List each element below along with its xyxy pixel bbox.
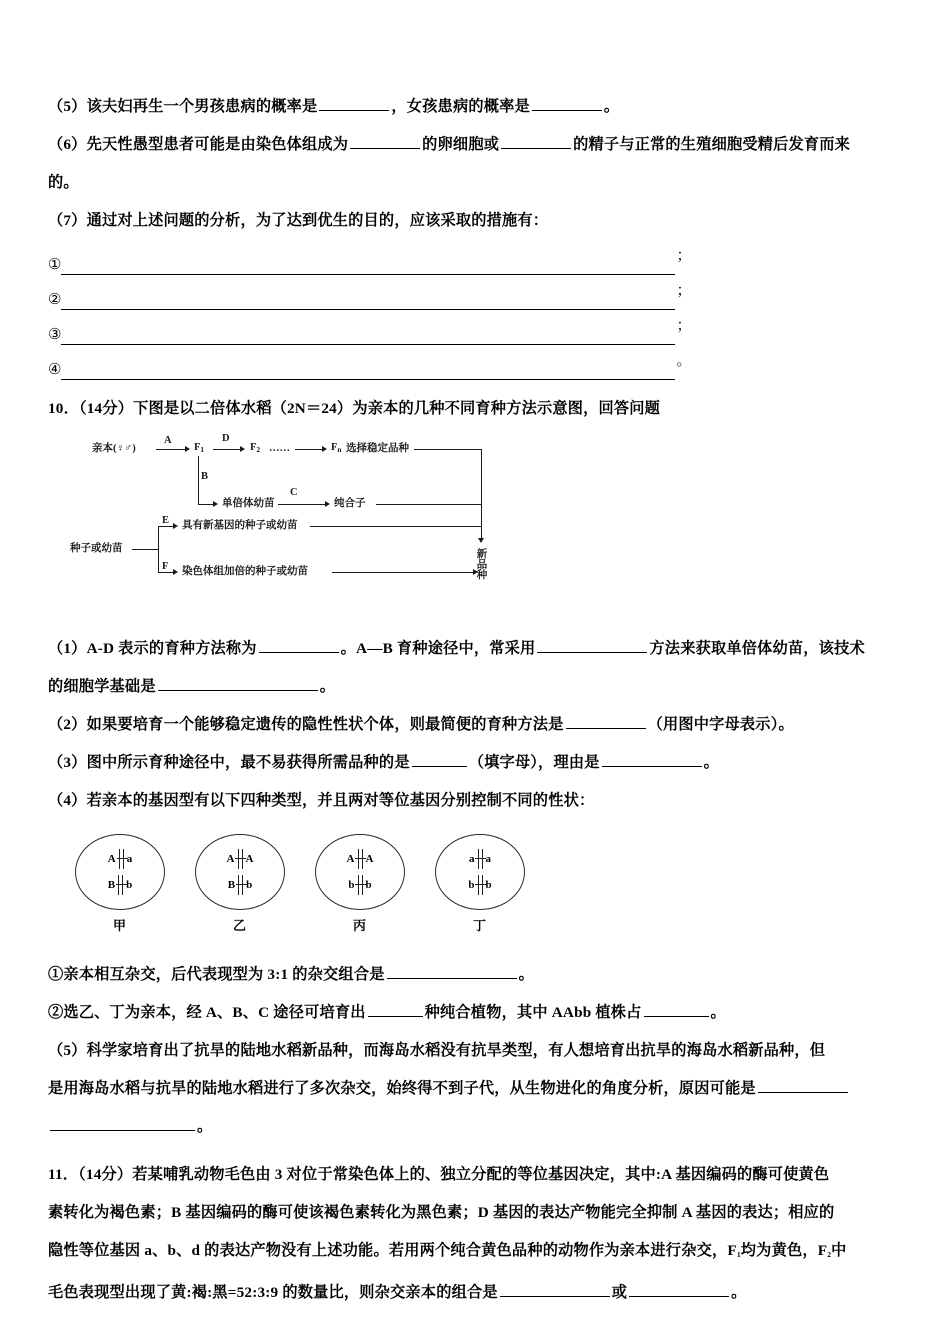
allele-label: a: [485, 852, 491, 865]
line-terminator: ；: [676, 248, 692, 264]
q9-item5-text-a: （5）该夫妇再生一个男孩患病的概率是: [48, 98, 318, 115]
answer-blank[interactable]: [61, 260, 675, 275]
q11-line3-text-c: 中: [831, 1242, 847, 1259]
genotype-cell-diagram: [195, 834, 285, 910]
q9-item6-text-d: 的。: [48, 174, 79, 191]
allele-label: a: [126, 852, 133, 865]
q10-item2-text-a: （2）如果要培育一个能够稳定遗传的隐性性状个体，则最简便的育种方法是: [48, 716, 564, 733]
question-10-item-2: [48, 706, 910, 744]
genotype-cell-name: 乙: [232, 918, 247, 933]
diagram-arrowhead-b: [213, 501, 218, 507]
allele-label: b: [468, 878, 475, 891]
q10-item4-sub2-text-a: ②选乙、丁为亲本，经 A、B、C 途径可培育出: [48, 1004, 366, 1021]
diagram-haploid-seedling-label: 单倍体幼苗: [222, 498, 275, 509]
allele-label: b: [348, 878, 355, 891]
diagram-f1-label: $F_1$: [194, 442, 205, 454]
genotype-cell-diagram: [315, 834, 405, 910]
question-10-item-5-cont: [48, 1070, 910, 1108]
chromosome-pair-row-top: [196, 849, 284, 869]
genotype-cell-wrapper: [434, 834, 526, 934]
chromosome-icon: [478, 875, 479, 895]
diagram-step-f-label: F: [162, 561, 169, 572]
question-10-item-5: [48, 1032, 910, 1070]
q10-item3-text-b: （填字母），理由是: [468, 754, 600, 771]
q11-line2-text: 素转化为褐色素；B 基因编码的酶可使该褐色素转化为黑色素；D 基因的表达产物能完全抑制 A 基因的表达；相应的: [48, 1204, 835, 1221]
q9-item6-text-c: 的精子与正常的生殖细胞受精后发育而来: [573, 136, 851, 153]
chromosome-icon: [119, 849, 120, 869]
q9-item6-text-b: 的卵细胞或: [422, 136, 500, 153]
diagram-ellipsis: ……: [269, 443, 290, 454]
answer-blank[interactable]: [602, 751, 702, 767]
genotype-cell-diagram: [435, 834, 525, 910]
q9-item5-text-c: 。: [603, 98, 620, 115]
diagram-seed-seedling-label: 种子或幼苗: [70, 543, 123, 554]
breeding-methods-diagram: [70, 433, 500, 616]
genotype-cell-group: [74, 834, 910, 934]
q9-item6-text-a: （6）先天性愚型患者可能是由染色体组成为: [48, 136, 349, 153]
q11-line1-text: 11．（14分）若某哺乳动物毛色由 3 对位于常染色体上的、独立分配的等位基因决定，其中:A 基因编码的酶可使黄色: [48, 1166, 830, 1183]
question-9-item-7: [48, 202, 910, 240]
diagram-arrowhead-f: [173, 569, 178, 575]
diagram-new-variety-label: 新品种: [475, 548, 487, 580]
diagram-connector-f: [332, 572, 474, 573]
chromosome-pair-row-bottom: [436, 875, 524, 895]
chromosome-icon: [118, 875, 119, 895]
chromosome-pair-row-top: [436, 849, 524, 869]
diagram-arrowhead-a: [185, 446, 190, 452]
answer-line-row-2: [48, 275, 910, 310]
allele-label: A: [365, 852, 374, 865]
list-marker: ①: [48, 257, 62, 273]
diagram-seed-stem: [132, 549, 158, 550]
q10-item4-sub2-text-b: 种纯合植物，其中 AAbb 植株占: [424, 1004, 642, 1021]
diagram-arrowhead-d: [240, 446, 245, 452]
q9-item5-text-b: ，女孩患病的概率是: [391, 98, 530, 115]
q10-item4-sub1-text-a: ①亲本相互杂交，后代表现型为 3:1 的杂交组合是: [48, 966, 385, 983]
answer-line-row-3: [48, 310, 910, 345]
answer-blank[interactable]: [61, 295, 675, 310]
answer-blank[interactable]: [61, 330, 675, 345]
diagram-arrow-line-d: [213, 449, 241, 450]
question-9-item-5: [48, 88, 910, 126]
q10-item3-text-a: （3）图中所示育种途径中，最不易获得所需品种的是: [48, 754, 410, 771]
genotype-cell-wrapper: [74, 834, 166, 934]
q10-item5-text-c: 。: [197, 1118, 213, 1135]
question-10-item-3: [48, 744, 910, 782]
genotype-cell-name: 丙: [352, 918, 367, 933]
q10-item1-text-e: 。: [319, 678, 336, 695]
q11-line3-text-b: 均为黄色，F: [740, 1242, 828, 1259]
chromosome-pair-row-bottom: [316, 875, 404, 895]
answer-blank[interactable]: [350, 133, 420, 149]
chromosome-icon: [238, 849, 239, 869]
answer-line-row-1: [48, 240, 910, 275]
diagram-connector-e: [310, 526, 482, 527]
allele-label: A: [107, 852, 116, 865]
q10-item4-sub1-text-b: 。: [518, 966, 534, 983]
allele-label: B: [227, 878, 236, 891]
q9-item7-text: （7）通过对上述问题的分析，为了达到优生的目的，应该采取的措施有：: [48, 212, 549, 229]
q10-item4-sub2-text-c: 。: [710, 1004, 726, 1021]
diagram-f2-label: $F_2$: [250, 442, 261, 454]
chromosome-icon: [482, 875, 483, 895]
chromosome-icon: [242, 849, 243, 869]
answer-blank[interactable]: [500, 1281, 610, 1297]
chromosome-icon: [123, 849, 124, 869]
line-terminator: ；: [676, 318, 692, 334]
answer-blank[interactable]: [501, 133, 571, 149]
diagram-arrow-line-c: [278, 504, 326, 505]
diagram-seed-split-vertical: [158, 526, 159, 572]
answer-blank[interactable]: [61, 365, 675, 380]
question-10-item-4: [48, 782, 910, 820]
diagram-step-d-label: D: [222, 433, 230, 444]
chromosome-icon: [478, 849, 479, 869]
q10-item1-text-d: 的细胞学基础是: [48, 678, 156, 695]
genotype-cell-wrapper: [314, 834, 406, 934]
q11-line3-text-a: 隐性等位基因 a、b、d 的表达产物没有上述功能。若用两个纯合黄色品种的动物作为亲本进行杂交，F: [48, 1242, 737, 1259]
answer-blank[interactable]: [319, 95, 389, 111]
q10-item1-text-a: （1）A-D 表示的育种方法称为: [48, 640, 257, 657]
answer-blank[interactable]: [259, 637, 339, 653]
diagram-collector-vertical: [481, 449, 482, 539]
diagram-fn-label: $F_n$: [331, 442, 342, 454]
question-11-line-4: [48, 1274, 910, 1312]
genotype-cell-name: 甲: [112, 918, 127, 933]
diagram-doubled-seed-label: 染色体组加倍的种子或幼苗: [182, 566, 308, 577]
chromosome-icon: [362, 849, 363, 869]
answer-blank[interactable]: [758, 1077, 848, 1093]
diagram-new-gene-seed-label: 具有新基因的种子或幼苗: [182, 520, 298, 531]
chromosome-icon: [122, 875, 123, 895]
question-10-item-4-sub2: [48, 994, 910, 1032]
diagram-homozygote-label: 纯合子: [334, 498, 366, 509]
diagram-step-a-label: A: [164, 435, 172, 446]
chromosome-icon: [242, 875, 243, 895]
question-11-line-3: [48, 1232, 910, 1274]
page-content: [48, 88, 910, 1312]
allele-label: b: [485, 878, 492, 891]
q10-item5-text-b: 是用海岛水稻与抗旱的陆地水稻进行了多次杂交，始终得不到子代，从生物进化的角度分析，原因可能是: [48, 1080, 756, 1097]
allele-label: a: [469, 852, 475, 865]
chromosome-icon: [358, 875, 359, 895]
diagram-step-c-label: C: [290, 487, 298, 498]
answer-blank[interactable]: [629, 1281, 729, 1297]
chromosome-pair-row-bottom: [76, 875, 164, 895]
allele-label: A: [346, 852, 355, 865]
allele-label: b: [246, 878, 253, 891]
q11-line4-text-b: 或: [611, 1284, 628, 1301]
diagram-step-e-label: E: [162, 515, 170, 526]
diagram-branch-e-horizontal: [158, 526, 174, 527]
list-marker: ④: [48, 362, 62, 378]
diagram-stable-variety-label: 选择稳定品种: [346, 443, 409, 454]
q11-f1-subscript: 1: [736, 1250, 741, 1259]
allele-label: B: [107, 878, 116, 891]
diagram-branch-f-horizontal: [158, 572, 174, 573]
q11-line4-text-c: 。: [731, 1284, 747, 1301]
question-10-item-1: [48, 630, 910, 668]
allele-label: A: [226, 852, 235, 865]
diagram-connector-top: [414, 449, 482, 450]
answer-blank[interactable]: [158, 675, 318, 691]
diagram-connector-c: [376, 504, 482, 505]
answer-blank[interactable]: [532, 95, 602, 111]
q10-item1-text-c: 方法来获取单倍体幼苗，该技术: [649, 640, 865, 657]
q10-item2-text-b: （用图中字母表示）。: [647, 716, 794, 733]
answer-blank[interactable]: [50, 1115, 195, 1131]
answer-line-row-4: [48, 345, 910, 380]
diagram-arrowhead-e: [173, 523, 178, 529]
genotype-cell-name: 丁: [472, 918, 487, 933]
chromosome-icon: [238, 875, 239, 895]
answer-blank[interactable]: [566, 713, 646, 729]
allele-label: b: [365, 878, 372, 891]
genotype-cell-diagram: [75, 834, 165, 910]
question-10-heading: [48, 390, 910, 428]
diagram-arrow-line-fn: [295, 449, 323, 450]
chromosome-icon: [362, 875, 363, 895]
question-10-item-1-cont: [48, 668, 910, 706]
question-11-line-1: [48, 1156, 910, 1194]
diagram-parent-label: 亲本(♀♂): [92, 443, 136, 454]
question-10-item-4-sub1: [48, 956, 910, 994]
line-terminator: 。: [676, 353, 692, 369]
question-11-line-2: [48, 1194, 910, 1232]
answer-blank[interactable]: [368, 1001, 423, 1017]
answer-blank[interactable]: [387, 963, 517, 979]
genotype-cell-wrapper: [194, 834, 286, 934]
list-marker: ③: [48, 327, 62, 343]
chromosome-pair-row-top: [76, 849, 164, 869]
answer-blank[interactable]: [644, 1001, 709, 1017]
diagram-arrow-line-a: [156, 449, 186, 450]
diagram-step-b-label: B: [201, 471, 209, 482]
line-terminator: ；: [676, 283, 692, 299]
diagram-branch-b-horizontal: [198, 504, 214, 505]
chromosome-pair-row-top: [316, 849, 404, 869]
diagram-arrowhead-fn: [322, 446, 327, 452]
q10-item3-text-c: 。: [703, 754, 719, 771]
q10-item5-text-a: （5）科学家培育出了抗旱的陆地水稻新品种，而海岛水稻没有抗旱类型，有人想培育出抗旱的海岛水稻新品种，但: [48, 1042, 826, 1059]
q10-heading-text: 10．（14分）下图是以二倍体水稻（2N＝24）为亲本的几种不同育种方法示意图，回答问题: [48, 400, 661, 417]
q11-f2-subscript: 2: [827, 1250, 832, 1259]
diagram-arrowhead-collector: [478, 538, 484, 543]
answer-blank[interactable]: [412, 751, 467, 767]
question-9-item-6-cont: [48, 164, 910, 202]
q10-item1-text-b: 。A—B 育种途径中，常采用: [340, 640, 536, 657]
chromosome-pair-row-bottom: [196, 875, 284, 895]
question-10-item-5-cont2: [48, 1108, 910, 1146]
diagram-branch-b-vertical: [198, 456, 199, 504]
diagram-arrowhead-c: [325, 501, 330, 507]
allele-label: A: [245, 852, 254, 865]
chromosome-icon: [358, 849, 359, 869]
list-marker: ②: [48, 292, 62, 308]
chromosome-icon: [482, 849, 483, 869]
q11-line4-text-a: 毛色表现型出现了黄:褐:黑=52:3:9 的数量比，则杂交亲本的组合是: [48, 1284, 498, 1301]
answer-blank[interactable]: [537, 637, 647, 653]
q10-item4-text: （4）若亲本的基因型有以下四种类型，并且两对等位基因分别控制不同的性状：: [48, 792, 595, 809]
question-9-item-6: [48, 126, 910, 164]
allele-label: b: [126, 878, 133, 891]
